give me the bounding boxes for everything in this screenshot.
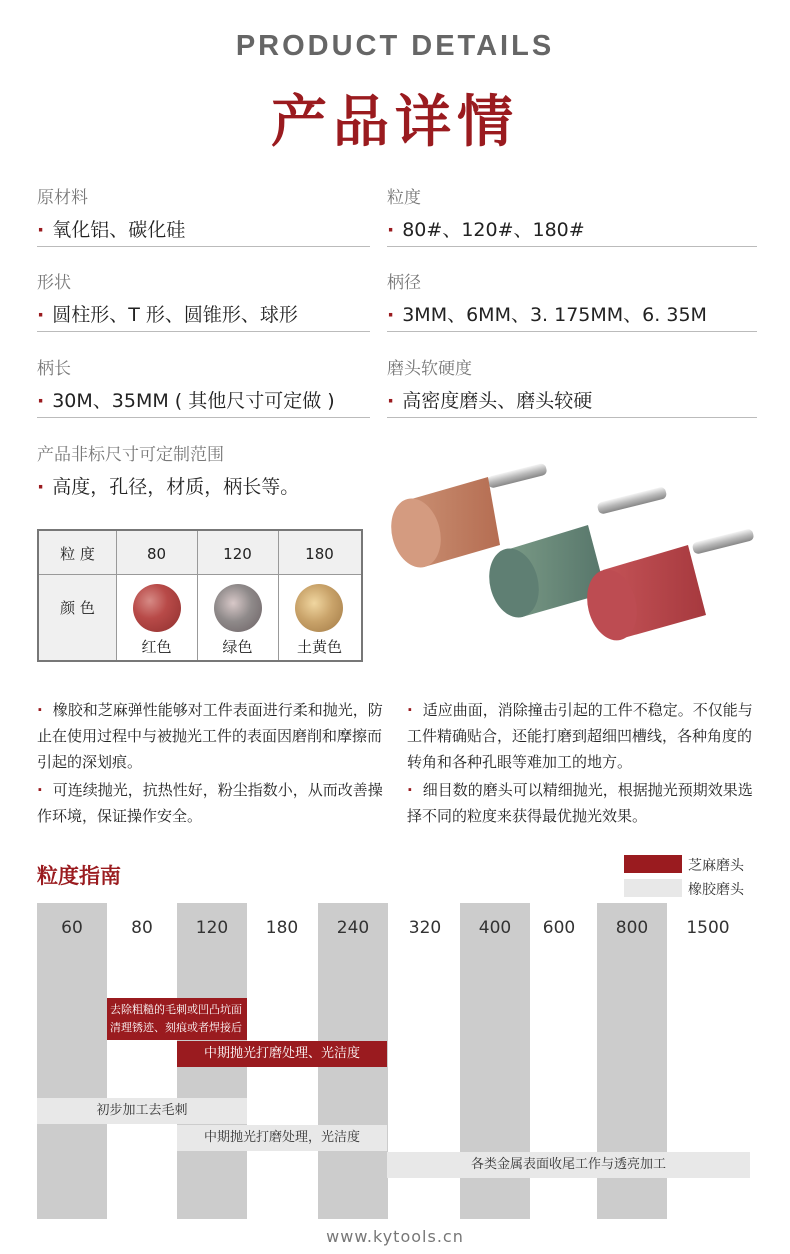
green-swatch (214, 584, 262, 632)
spec-label: 柄径 (387, 273, 421, 293)
bullet-icon: · (37, 476, 45, 498)
grit-tick: 600 (542, 918, 576, 938)
grit-tick: 800 (615, 918, 649, 938)
bullet-icon: · (387, 219, 395, 241)
feature-text: · 橡胶和芝麻弹性能够对工件表面进行柔和抛光，防止在使用过程中与被抛光工件的表面因磨削和摩擦而引起的深划痕。 (37, 701, 383, 771)
spec-value: 圆柱形、T 形、圆锥形、球形 (52, 304, 298, 326)
spec-shank-diameter (387, 268, 757, 332)
bullet-icon: · (387, 304, 395, 326)
bullet-icon: · (37, 219, 45, 241)
legend-swatch-sesame (624, 855, 682, 873)
grit-tick: 80 (131, 918, 153, 938)
bullet-icon: · (407, 701, 413, 719)
grit-tick: 120 (195, 918, 229, 938)
color-yellow: 土黄色 (296, 638, 342, 656)
row-label-grit: 粒 度 (60, 545, 95, 563)
bullet-icon: · (37, 304, 45, 326)
feature-text: · 适应曲面，消除撞击引起的工件不稳定。不仅能与工件精确贴合，还能打磨到超细凹槽线，各种角度的转角和各种孔眼等难加工的地方。 (407, 701, 753, 771)
grit-tick: 320 (408, 918, 442, 938)
spec-label: 磨头软硬度 (387, 359, 472, 379)
grit-120: 120 (223, 545, 252, 563)
spec-value: 80#、120#、180# (402, 219, 585, 241)
spec-label: 柄长 (37, 359, 71, 379)
legend-swatch-rubber (624, 879, 682, 897)
grit-80: 80 (146, 545, 167, 563)
spec-custom-range (37, 440, 370, 504)
spec-value: 高密度磨头、磨头较硬 (402, 390, 593, 412)
grit-180: 180 (305, 545, 334, 563)
legend-label-rubber: 橡胶磨头 (688, 882, 744, 898)
page-title-en: PRODUCT DETAILS (235, 30, 555, 62)
spec-shape (37, 268, 370, 332)
legend-label-sesame: 芝麻磨头 (688, 858, 744, 874)
spec-shank-length (37, 354, 370, 418)
grit-color-table (37, 529, 363, 662)
page-title-cn: 产品详情 (271, 90, 519, 155)
spec-hardness (387, 354, 757, 418)
footer-url: www.kytools.cn (326, 1227, 464, 1246)
color-green: 绿色 (222, 638, 253, 656)
spec-label: 形状 (37, 273, 71, 293)
bullet-icon: · (37, 781, 43, 799)
row-label-color: 颜 色 (60, 599, 95, 617)
spec-value: 30M、35MM ( 其他尺寸可定做 ) (52, 390, 335, 412)
bullet-icon: · (387, 390, 395, 412)
band-rubber-mid: 中期抛光打磨处理，光洁度 (177, 1125, 387, 1151)
band-sesame-rough: 去除粗糙的毛刺或凹凸坑面 清理锈迹、刻痕或者焊接后 (107, 998, 247, 1040)
spec-label: 粒度 (387, 188, 421, 208)
grit-tick: 180 (265, 918, 299, 938)
color-red: 红色 (141, 638, 172, 656)
bullet-icon: · (37, 390, 45, 412)
band-rubber-finish: 各类金属表面收尾工作与透亮加工 (387, 1152, 750, 1178)
feature-text: · 可连续抛光，抗热性好，粉尘指数小，从而改善操作环境，保证操作安全。 (37, 781, 383, 825)
red-swatch (133, 584, 181, 632)
spec-value: 高度，孔径，材质，柄长等。 (52, 476, 300, 498)
grit-tick: 60 (61, 918, 83, 938)
spec-grit (387, 183, 757, 247)
grit-tick: 240 (336, 918, 370, 938)
feature-text: · 细目数的磨头可以精细抛光，根据抛光预期效果选择不同的粒度来获得最优抛光效果。 (407, 781, 753, 825)
spec-label: 原材料 (37, 188, 88, 208)
band-sesame-mid: 中期抛光打磨处理、光洁度 (177, 1041, 387, 1067)
bullet-icon: · (37, 701, 43, 719)
spec-value: 3MM、6MM、3. 175MM、6. 35M (402, 304, 707, 326)
grit-column (37, 903, 107, 1219)
product-image (388, 455, 758, 665)
grit-guide-title: 粒度指南 (37, 864, 121, 888)
spec-value: 氧化铝、碳化硅 (52, 219, 186, 241)
grit-tick: 1500 (686, 918, 730, 938)
bullet-icon: · (407, 781, 413, 799)
spec-label: 产品非标尺寸可定制范围 (37, 445, 224, 465)
band-rubber-initial: 初步加工去毛刺 (37, 1098, 247, 1124)
grit-tick: 400 (478, 918, 512, 938)
yellow-swatch (295, 584, 343, 632)
spec-material (37, 183, 370, 247)
